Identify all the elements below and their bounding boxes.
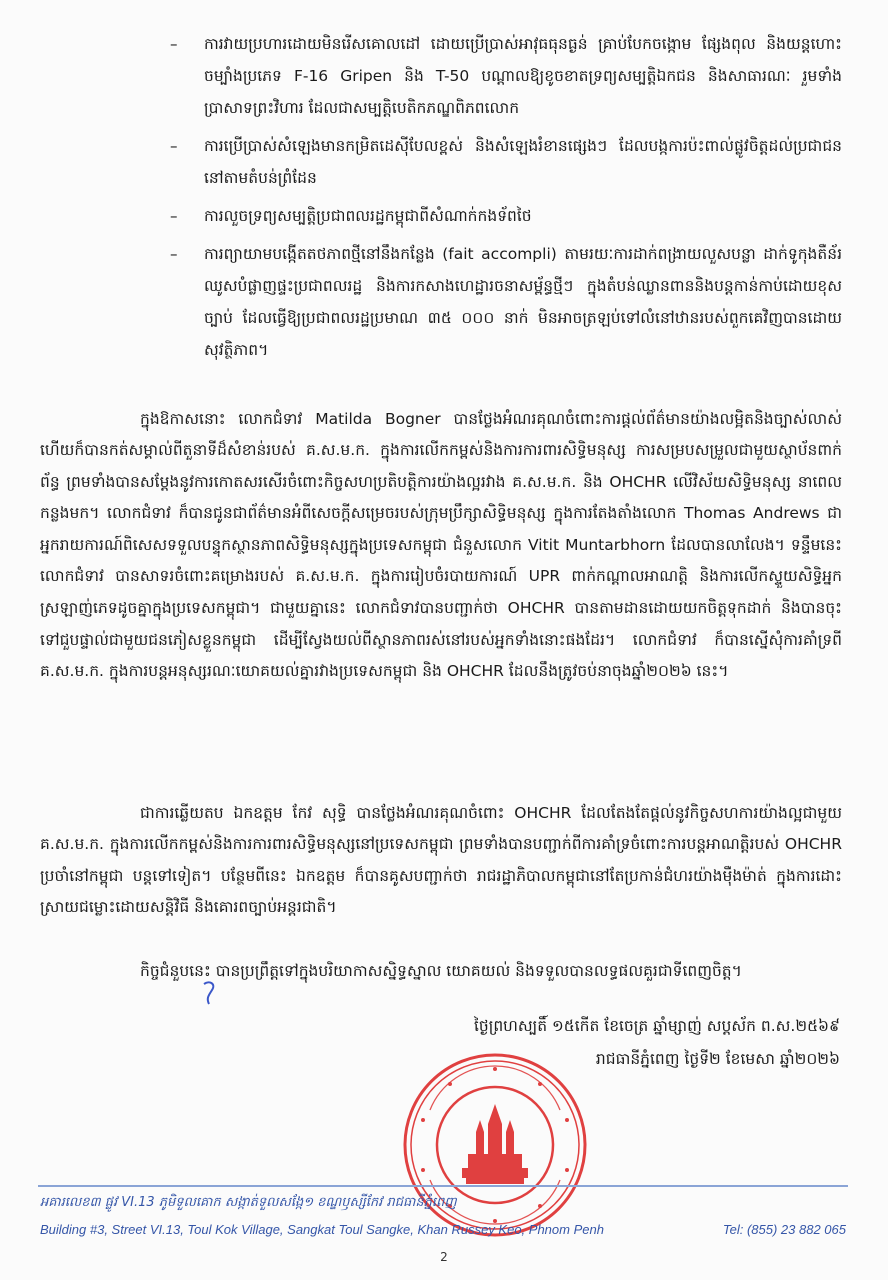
solar-date: រាជធានីភ្នំពេញ ថ្ងៃទី២ ខែមេសា ឆ្នាំ២០២៦ [595, 1050, 840, 1068]
bullet-text: ការវាយប្រហារដោយមិនរើសគោលដៅ ដោយប្រើប្រាស់អាវុធធុនធ្ងន់ គ្រាប់បែកចង្កោម ផ្សែងពុល និងយន្តហោះចម្បាំងប្រភេទ F-16 Gripen និង T-50 បណ្តាលឱ្យខូចខាតទ្រព្យសម្បត្តិឯកជន និងសាធារណៈ រួមទាំង ប្រាសាទព្រះវិហារ ដែលជាសម្បត្តិបេតិកភណ្ឌពិភពលោក [204, 35, 842, 117]
bullet-dash: – [170, 245, 178, 263]
bullet-item [170, 130, 842, 194]
bullet-list [170, 28, 842, 372]
footer-telephone: Tel: (855) 23 882 065 [722, 1222, 846, 1237]
paragraph-closing: កិច្ចជំនួបនេះ បានប្រព្រឹត្តទៅក្នុងបរិយាកាសស្និទ្ធស្នាល យោគយល់ និងទទួលបានលទ្ធផលគួរជាទីពេញចិត្ត។ [140, 961, 742, 980]
footer-address-english: Building #3, Street VI.13, Toul Kok Village, Sangkat Toul Sangke, Khan Russey Keo, Phnom Penh [40, 1222, 604, 1237]
bullet-item [170, 28, 842, 124]
signature-mark-icon [200, 978, 220, 1008]
page-number: 2 [440, 1250, 448, 1264]
bullet-dash: – [170, 207, 178, 225]
bullet-text: ការព្យាយាមបង្កើតតថភាពថ្មីនៅនឹងកន្លែង (fait accompli) តាមរយៈការដាក់ពង្រាយលួសបន្លា ដាក់ទូកុងតឺន័រ ឈូសបំផ្លាញផ្ទះប្រជាពលរដ្ឋ និងការកសាងហេដ្ឋារចនាសម្ព័ន្ធថ្មីៗ ក្នុងតំបន់ឈ្លានពាននិងបន្តកាន់កាប់ដោយខុសច្បាប់ ដែលធ្វើឱ្យប្រជាពលរដ្ឋប្រមាណ ៣៥ ០០០ នាក់ មិនអាចត្រឡប់ទៅលំនៅឋានរបស់ពួកគេវិញបានដោយសុវត្ថិភាព។ [204, 245, 842, 359]
bullet-text: ការលួចទ្រព្យសម្បត្តិប្រជាពលរដ្ឋកម្ពុជាពីសំណាក់កងទ័ពថៃ [204, 207, 532, 225]
bullet-item [170, 238, 842, 366]
footer-divider [38, 1185, 848, 1187]
lunar-date: ថ្ងៃព្រហស្បតិ៍ ១៥កើត ខែចេត្រ ឆ្នាំម្សាញ់ សប្តស័ក ព.ស.២៥៦៩ [473, 1017, 840, 1035]
bullet-item [170, 200, 842, 232]
paragraph-response: ជាការឆ្លើយតប ឯកឧត្តម កែវ សុទ្ធិ បានថ្លែងអំណរគុណចំពោះ OHCHR ដែលតែងតែផ្តល់នូវកិច្ចសហការយ៉ាងល្អជាមួយ គ.ស.ម.ក. ក្នុងការលើកកម្ពស់និងការការពារសិទ្ធិមនុស្សនៅប្រទេសកម្ពុជា ព្រមទាំងបានបញ្ជាក់ពីការគាំទ្រចំពោះការបន្តអាណត្តិរបស់ OHCHR ប្រចាំនៅកម្ពុជា បន្តទៅទៀត។ បន្ថែមពីនេះ ឯកឧត្តម ក៏បានគូសបញ្ជាក់ថា រាជរដ្ឋាភិបាលកម្ពុជានៅតែប្រកាន់ជំហរយ៉ាងម៉ឺងម៉ាត់ ក្នុងការដោះស្រាយជម្លោះដោយសន្តិវិធី និងគោរពច្បាប់អន្តរជាតិ។ [40, 803, 842, 917]
bullet-text: ការប្រើប្រាស់សំឡេងមានកម្រិតដេស៊ីបែលខ្ពស់ និងសំឡេងរំខានផ្សេងៗ ដែលបង្កការប៉ះពាល់ផ្លូវចិត្តដល់ប្រជាជននៅតាមតំបន់ព្រំដែន [204, 137, 842, 187]
bullet-dash: – [170, 137, 178, 155]
bullet-dash: – [170, 35, 178, 53]
paragraph-bogner-remarks: ក្នុងឱកាសនោះ លោកជំទាវ Matilda Bogner បានថ្លែងអំណរគុណចំពោះការផ្តល់ព័ត៌មានយ៉ាងលម្អិតនិងច្បាស់លាស់ ហើយក៏បានកត់សម្គាល់ពីតួនាទីដ៏សំខាន់របស់ គ.ស.ម.ក. ក្នុងការលើកកម្ពស់និងការការពារសិទ្ធិមនុស្ស ការសម្របសម្រួលជាមួយស្ថាប័នពាក់ព័ន្ធ ព្រមទាំងបានសម្តែងនូវការកោតសរសើរចំពោះកិច្ចសហប្រតិបត្តិការយ៉ាងល្អរវាង គ.ស.ម.ក. និង OHCHR លើវិស័យសិទ្ធិមនុស្ស នាពេលកន្លងមក។ លោកជំទាវ ក៏បានជូនជាព័ត៌មានអំពីសេចក្តីសម្រេចរបស់ក្រុមប្រឹក្សាសិទ្ធិមនុស្ស ក្នុងការតែងតាំងលោក Thomas Andrews ជាអ្នករាយការណ៍ពិសេសទទួលបន្ទុកស្ថានភាពសិទ្ធិមនុស្សក្នុងប្រទេសកម្ពុជា ជំនួសលោក Vitit Muntarbhorn ដែលបានលាលែង។ ទន្ទឹមនេះ លោកជំទាវ បានសាទរចំពោះគម្រោងរបស់ គ.ស.ម.ក. ក្នុងការរៀបចំរបាយការណ៍ UPR ពាក់កណ្តាលអាណត្តិ និងការលើកស្ទួយសិទ្ធិអ្នកស្រឡាញ់ភេទដូចគ្នាក្នុងប្រទេសកម្ពុជា។ ជាមួយគ្នានេះ លោកជំទាវបានបញ្ជាក់ថា OHCHR បានតាមដានដោយយកចិត្តទុកដាក់ និងបានចុះទៅជួបផ្ទាល់ជាមួយជនភៀសខ្លួនកម្ពុជា ដើម្បីស្វែងយល់ពីស្ថានភាពរស់នៅរបស់អ្នកទាំងនោះផងដែរ។ លោកជំទាវ ក៏បានស្នើសុំការគាំទ្រពី គ.ស.ម.ក. ក្នុងការបន្តអនុស្សរណៈយោគយល់គ្នារវាងប្រទេសកម្ពុជា និង OHCHR ដែលនឹងត្រូវចប់នាចុងឆ្នាំ២០២៦ នេះ។ [40, 409, 842, 681]
footer-address-khmer: អគារលេខ៣ ផ្លូវ VI.13 ភូមិទួលគោក សង្កាត់ទួលសង្កែ១ ខណ្ឌឫស្សីកែវ រាជធានីភ្នំពេញ [40, 1195, 457, 1210]
